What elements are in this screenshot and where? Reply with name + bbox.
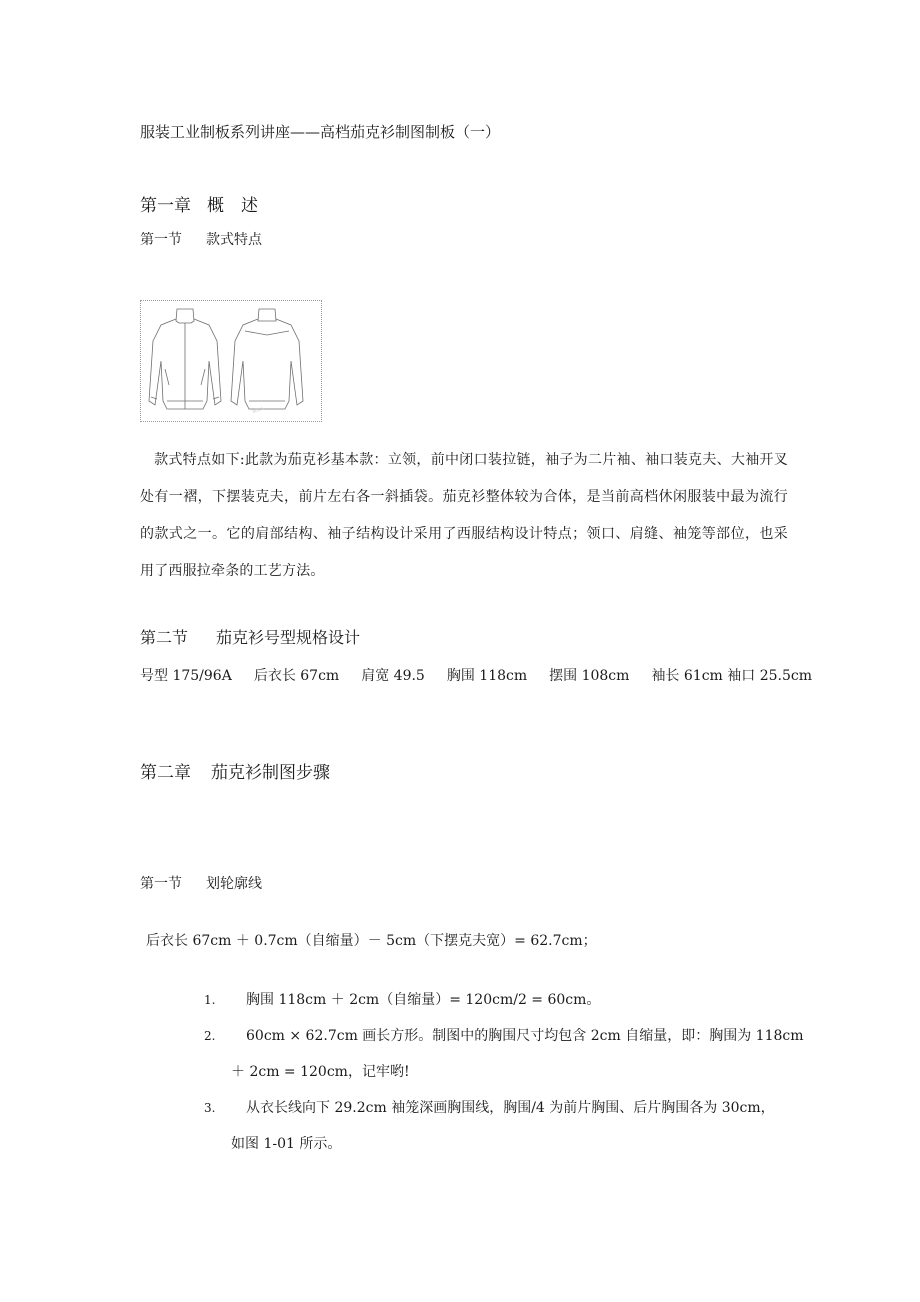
section-1-name: 款式特点 [206, 232, 262, 248]
spec-shoulder: 肩宽 49.5 [361, 668, 425, 684]
chapter-2-name: 茄克衫制图步骤 [211, 763, 330, 783]
back-collar [258, 309, 276, 321]
spec-back-length: 后衣长 67cm [253, 668, 340, 684]
section-1-number: 第一节 [140, 232, 182, 248]
step-1-text: 胸围 118cm ＋ 2cm（自缩量）= 120cm/2 = 60cm。 [246, 992, 601, 1008]
right-pocket [201, 369, 205, 385]
section-2-heading [140, 625, 360, 648]
spec-chest: 胸围 118cm [446, 668, 528, 684]
size-specification-row [140, 665, 834, 685]
chapter-2-heading [140, 758, 330, 783]
spec-hem: 摆围 108cm [549, 668, 630, 684]
step-3-text: 从衣长线向下 29.2cm 袖笼深画胸围线，胸围/4 为前片胸围、后片胸围各为 30cm， [246, 1100, 775, 1116]
step-2-text: 60cm × 62.7cm 画长方形。制图中的胸围尺寸均包含 2cm 自缩量，即：胸围为 118cm [246, 1028, 804, 1044]
style-description-text: 款式特点如下:此款为茄克衫基本款：立领，前中闭口装拉链，袖子为二片袖、袖口装克夫、大袖开叉处有一褶，下摆装克夫，前片左右各一斜插袋。茄克衫整体较为合体，是当前高档休闲服装中最为流行的款式之一。它的肩部结构、袖子结构设计采用了西服结构设计特点；领口、肩缝、袖笼等部位，也采用了西服拉牵条的工艺方法。 [140, 452, 788, 579]
section-2-number: 第二节 [140, 628, 189, 647]
section-2-name: 茄克衫号型规格设计 [216, 628, 361, 647]
spec-sleeve: 袖长 61cm 袖口 25.5cm [651, 668, 813, 684]
step-1-number: 1. [204, 993, 216, 1007]
spec-size: 号型 175/96A [140, 668, 232, 684]
chapter-2-number: 第二章 [140, 763, 191, 783]
step-3-text-cont: 如图 1-01 所示。 [231, 1136, 342, 1152]
back-body [231, 319, 303, 409]
section-3-number: 第一节 [140, 876, 182, 892]
jacket-drawing [141, 301, 321, 421]
chapter-1-name: 概 述 [207, 196, 258, 216]
length-formula: 后衣长 67cm ＋ 0.7cm（自缩量）－ 5cm（下摆克夫宽）= 62.7cm； [146, 933, 597, 949]
section-3-heading [140, 873, 262, 893]
left-pocket [165, 369, 169, 385]
chapter-1-heading [140, 191, 258, 216]
front-collar [176, 309, 194, 323]
chapter-1-number: 第一章 [140, 196, 191, 216]
style-description [140, 442, 788, 590]
section-1-heading [140, 229, 262, 249]
document-title: 服装工业制板系列讲座——高档茄克衫制图制板（一） [140, 123, 501, 141]
step-3-number: 3. [204, 1101, 216, 1115]
jacket-illustration [140, 300, 322, 422]
watermark: 服装人 [251, 405, 265, 414]
step-2-number: 2. [204, 1029, 216, 1043]
section-3-name: 划轮廓线 [206, 876, 262, 892]
step-2-text-cont: ＋ 2cm = 120cm，记牢哟! [231, 1064, 410, 1080]
